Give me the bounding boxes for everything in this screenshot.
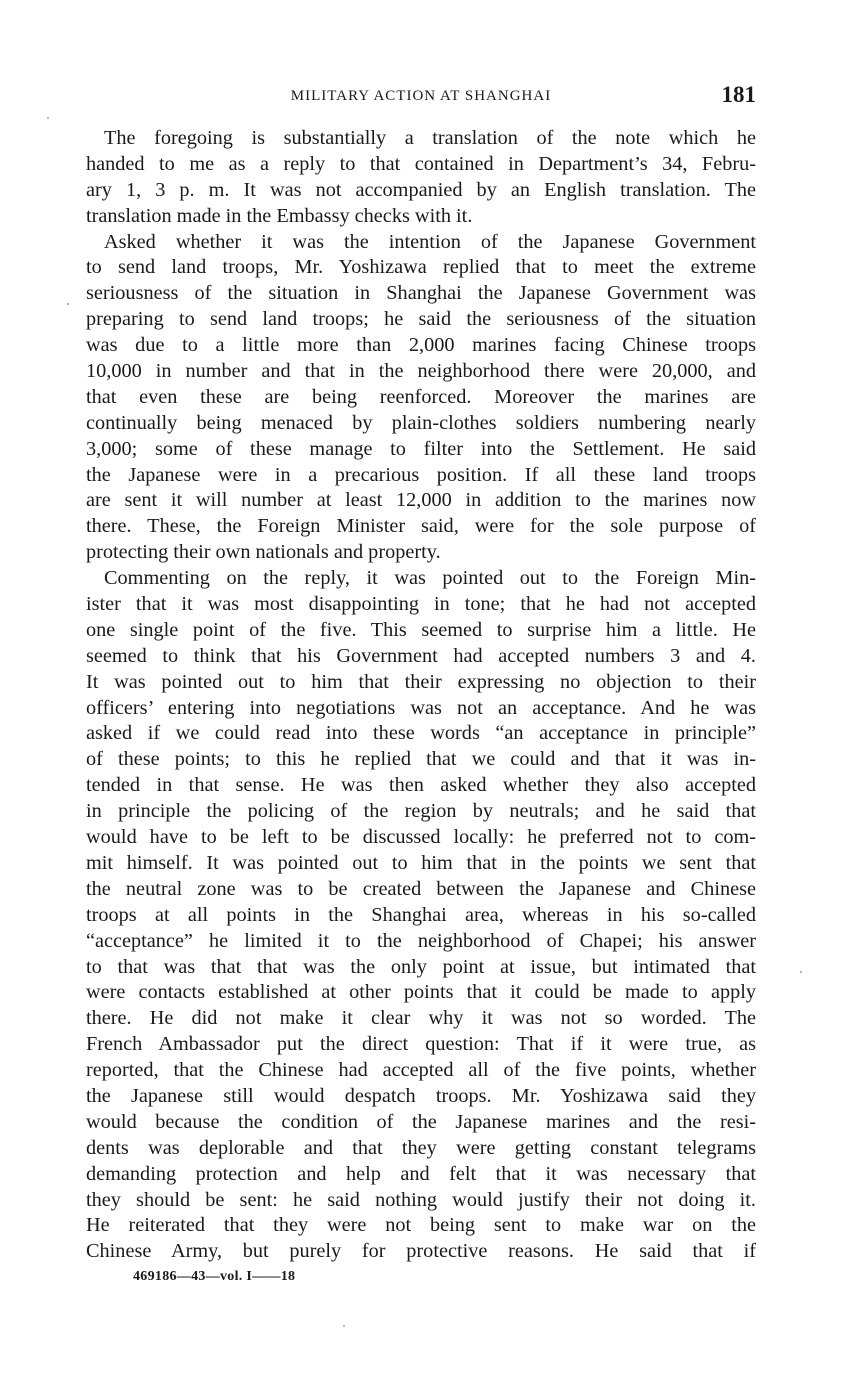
paragraph-line: dents was deplorable and that they were getting constant telegrams	[86, 1136, 756, 1159]
paragraph-line: of these points; to this he replied that we could and that it was in-	[86, 748, 756, 771]
paragraph-line: demanding protection and help and felt that it was necessary that	[86, 1162, 756, 1185]
paragraph-line: to send land troops, Mr. Yoshizawa replied that to meet the extreme	[86, 256, 756, 279]
paragraph-line: there. He did not make it clear why it was not so worded. The	[86, 1007, 756, 1030]
paragraph-line: ister that it was most disappointing in tone; that he had not accepted	[86, 593, 756, 616]
scan-speck	[67, 303, 69, 305]
paragraph-line: was due to a little more than 2,000 marines facing Chinese troops	[86, 334, 756, 357]
paragraph-line: were contacts established at other points that it could be made to apply	[86, 981, 756, 1004]
paragraph-line: He reiterated that they were not being sent to make war on the	[86, 1214, 756, 1237]
paragraph-line: are sent it will number at least 12,000 in addition to the marines now	[86, 489, 756, 512]
paragraph-line: It was pointed out to him that their expressing no objection to their	[86, 670, 756, 693]
paragraph-line: “acceptance” he limited it to the neighborhood of Chapei; his answer	[86, 929, 756, 952]
paragraph-line: mit himself. It was pointed out to him that in the points we sent that	[86, 851, 756, 874]
printer-signature: 469186—43—vol. I——18	[133, 1269, 296, 1284]
paragraph-line: 3,000; some of these manage to filter into the Settlement. He said	[86, 437, 756, 460]
paragraph-line: handed to me as a reply to that contained in Department’s 34, Febru-	[86, 152, 756, 175]
paragraph-line: would have to be left to be discussed locally: he preferred not to com-	[86, 826, 756, 849]
paragraph-line: would because the condition of the Japanese marines and the resi-	[86, 1110, 756, 1133]
paragraph-line: they should be sent: he said nothing would justify their not doing it.	[86, 1188, 756, 1211]
running-head	[86, 82, 756, 112]
paragraph-line: protecting their own nationals and property.	[86, 541, 441, 564]
paragraph-line: tended in that sense. He was then asked whether they also accepted	[86, 774, 756, 797]
paragraph-line: translation made in the Embassy checks with it.	[86, 204, 473, 227]
paragraph-line: reported, that the Chinese had accepted all of the five points, whether	[86, 1059, 756, 1082]
paragraph-line: troops at all points in the Shanghai area, whereas in his so-called	[86, 903, 756, 926]
paragraph-line: seemed to think that his Government had accepted numbers 3 and 4.	[86, 644, 756, 667]
paragraph-line: Chinese Army, but purely for protective reasons. He said that if	[86, 1240, 756, 1263]
paragraph-line: the Japanese were in a precarious position. If all these land troops	[86, 463, 756, 486]
paragraph-line: officers’ entering into negotiations was not an acceptance. And he was	[86, 696, 756, 719]
body-text	[86, 126, 756, 1265]
running-title: MILITARY ACTION AT SHANGHAI	[290, 88, 552, 104]
paragraph-line: the Japanese still would despatch troops. Mr. Yoshizawa said they	[86, 1084, 756, 1107]
paragraph-line: in principle the policing of the region by neutrals; and he said that	[86, 800, 756, 823]
paragraph-line: The foregoing is substantially a translation of the note which he	[104, 127, 756, 149]
paragraph-line: continually being menaced by plain-clothes soldiers numbering nearly	[86, 411, 756, 434]
paragraph-line: 10,000 in number and that in the neighborhood there were 20,000, and	[86, 360, 756, 383]
paragraph-line: asked if we could read into these words “an acceptance in principle”	[86, 722, 756, 745]
page-number: 181	[721, 82, 756, 107]
paragraph-line: to that was that that was the only point at issue, but intimated that	[86, 955, 756, 978]
paragraph-line: ary 1, 3 p. m. It was not accompanied by an English translation. The	[86, 178, 756, 201]
paragraph-line: preparing to send land troops; he said the seriousness of the situation	[86, 308, 756, 331]
paragraph-line: French Ambassador put the direct question: That if it were true, as	[86, 1033, 756, 1056]
scan-speck	[47, 117, 49, 119]
paragraph-line: the neutral zone was to be created between the Japanese and Chinese	[86, 877, 756, 900]
paragraph-line: one single point of the five. This seemed to surprise him a little. He	[86, 618, 756, 641]
paragraph-line: Asked whether it was the intention of the Japanese Government	[104, 230, 756, 253]
paragraph-line: seriousness of the situation in Shanghai the Japanese Government was	[86, 282, 756, 305]
scan-speck	[343, 1325, 345, 1327]
paragraph-line: Commenting on the reply, it was pointed out to the Foreign Min-	[104, 567, 756, 590]
scan-speck	[800, 971, 802, 973]
paragraph-line: that even these are being reenforced. Moreover the marines are	[86, 385, 756, 408]
paragraph-line: there. These, the Foreign Minister said, were for the sole purpose of	[86, 515, 756, 538]
